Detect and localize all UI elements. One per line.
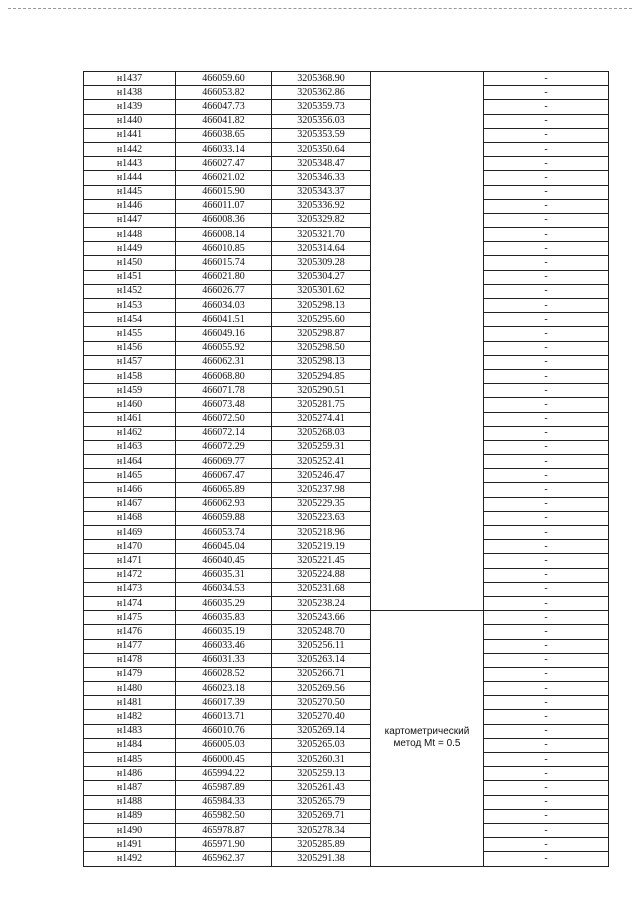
x-coordinate-cell: 466049.16: [176, 327, 272, 341]
x-coordinate-cell: 466068.80: [176, 369, 272, 383]
table-row: [84, 171, 609, 185]
x-coordinate-cell: 466015.74: [176, 256, 272, 270]
y-coordinate-cell: 3205362.86: [272, 86, 371, 100]
point-name-cell: н1467: [84, 497, 176, 511]
table-row: [84, 781, 609, 795]
table-row: [84, 185, 609, 199]
x-coordinate-cell: 466045.04: [176, 540, 272, 554]
extra-cell: -: [484, 426, 609, 440]
y-coordinate-cell: 3205294.85: [272, 369, 371, 383]
x-coordinate-cell: 466071.78: [176, 384, 272, 398]
point-name-cell: н1447: [84, 213, 176, 227]
y-coordinate-cell: 3205238.24: [272, 596, 371, 610]
extra-cell: -: [484, 355, 609, 369]
table-row: [84, 256, 609, 270]
point-name-cell: н1439: [84, 100, 176, 114]
y-coordinate-cell: 3205265.79: [272, 795, 371, 809]
x-coordinate-cell: 466008.14: [176, 228, 272, 242]
point-name-cell: н1452: [84, 284, 176, 298]
table-row: [84, 142, 609, 156]
point-name-cell: н1437: [84, 72, 176, 86]
x-coordinate-cell: 466035.19: [176, 625, 272, 639]
point-name-cell: н1462: [84, 426, 176, 440]
x-coordinate-cell: 466013.71: [176, 710, 272, 724]
extra-cell: -: [484, 270, 609, 284]
extra-cell: -: [484, 596, 609, 610]
extra-cell: -: [484, 313, 609, 327]
y-coordinate-cell: 3205266.71: [272, 667, 371, 681]
y-coordinate-cell: 3205261.43: [272, 781, 371, 795]
y-coordinate-cell: 3205336.92: [272, 199, 371, 213]
x-coordinate-cell: 465984.33: [176, 795, 272, 809]
y-coordinate-cell: 3205359.73: [272, 100, 371, 114]
extra-cell: -: [484, 738, 609, 752]
extra-cell: -: [484, 284, 609, 298]
extra-cell: -: [484, 171, 609, 185]
y-coordinate-cell: 3205248.70: [272, 625, 371, 639]
x-coordinate-cell: 465962.37: [176, 852, 272, 866]
point-name-cell: н1492: [84, 852, 176, 866]
y-coordinate-cell: 3205223.63: [272, 511, 371, 525]
extra-cell: -: [484, 639, 609, 653]
point-name-cell: н1468: [84, 511, 176, 525]
table-row: [84, 426, 609, 440]
table-row: [84, 213, 609, 227]
table-row: [84, 114, 609, 128]
table-row: [84, 412, 609, 426]
extra-cell: -: [484, 341, 609, 355]
table-row: [84, 582, 609, 596]
point-name-cell: н1474: [84, 596, 176, 610]
x-coordinate-cell: 466047.73: [176, 100, 272, 114]
x-coordinate-cell: 466033.14: [176, 142, 272, 156]
y-coordinate-cell: 3205281.75: [272, 398, 371, 412]
x-coordinate-cell: 466062.31: [176, 355, 272, 369]
extra-cell: -: [484, 128, 609, 142]
extra-cell: -: [484, 157, 609, 171]
x-coordinate-cell: 466053.74: [176, 526, 272, 540]
y-coordinate-cell: 3205356.03: [272, 114, 371, 128]
y-coordinate-cell: 3205269.71: [272, 809, 371, 823]
point-name-cell: н1457: [84, 355, 176, 369]
point-name-cell: н1471: [84, 554, 176, 568]
x-coordinate-cell: 466031.33: [176, 653, 272, 667]
extra-cell: -: [484, 242, 609, 256]
x-coordinate-cell: 466026.77: [176, 284, 272, 298]
point-name-cell: н1476: [84, 625, 176, 639]
x-coordinate-cell: 466072.14: [176, 426, 272, 440]
point-name-cell: н1479: [84, 667, 176, 681]
point-name-cell: н1473: [84, 582, 176, 596]
point-name-cell: н1438: [84, 86, 176, 100]
y-coordinate-cell: 3205260.31: [272, 753, 371, 767]
table-row: [84, 682, 609, 696]
y-coordinate-cell: 3205256.11: [272, 639, 371, 653]
y-coordinate-cell: 3205269.14: [272, 724, 371, 738]
table-row: [84, 327, 609, 341]
x-coordinate-cell: 465978.87: [176, 823, 272, 837]
table-row: [84, 128, 609, 142]
point-name-cell: н1464: [84, 455, 176, 469]
x-coordinate-cell: 466028.52: [176, 667, 272, 681]
y-coordinate-cell: 3205309.28: [272, 256, 371, 270]
table-row: [84, 809, 609, 823]
y-coordinate-cell: 3205224.88: [272, 568, 371, 582]
point-name-cell: н1480: [84, 682, 176, 696]
y-coordinate-cell: 3205219.19: [272, 540, 371, 554]
coordinates-table: [83, 71, 609, 867]
table-row: [84, 398, 609, 412]
point-name-cell: н1485: [84, 753, 176, 767]
x-coordinate-cell: 466035.29: [176, 596, 272, 610]
table-row: [84, 157, 609, 171]
point-name-cell: н1475: [84, 611, 176, 625]
point-name-cell: н1448: [84, 228, 176, 242]
point-name-cell: н1491: [84, 838, 176, 852]
x-coordinate-cell: 466040.45: [176, 554, 272, 568]
y-coordinate-cell: 3205259.13: [272, 767, 371, 781]
y-coordinate-cell: 3205301.62: [272, 284, 371, 298]
y-coordinate-cell: 3205218.96: [272, 526, 371, 540]
x-coordinate-cell: 466067.47: [176, 469, 272, 483]
y-coordinate-cell: 3205314.64: [272, 242, 371, 256]
x-coordinate-cell: 466069.77: [176, 455, 272, 469]
extra-cell: -: [484, 809, 609, 823]
x-coordinate-cell: 465971.90: [176, 838, 272, 852]
x-coordinate-cell: 466053.82: [176, 86, 272, 100]
point-name-cell: н1450: [84, 256, 176, 270]
table-row: [84, 72, 609, 86]
point-name-cell: н1441: [84, 128, 176, 142]
method-label-line2: метод Mt = 0.5: [393, 738, 461, 750]
x-coordinate-cell: 466008.36: [176, 213, 272, 227]
extra-cell: -: [484, 398, 609, 412]
x-coordinate-cell: 466035.31: [176, 568, 272, 582]
y-coordinate-cell: 3205298.50: [272, 341, 371, 355]
point-name-cell: н1489: [84, 809, 176, 823]
y-coordinate-cell: 3205252.41: [272, 455, 371, 469]
extra-cell: -: [484, 114, 609, 128]
x-coordinate-cell: 466041.51: [176, 313, 272, 327]
y-coordinate-cell: 3205329.82: [272, 213, 371, 227]
x-coordinate-cell: 466005.03: [176, 738, 272, 752]
x-coordinate-cell: 465994.22: [176, 767, 272, 781]
point-name-cell: н1456: [84, 341, 176, 355]
x-coordinate-cell: 466000.45: [176, 753, 272, 767]
extra-cell: -: [484, 497, 609, 511]
x-coordinate-cell: 466059.60: [176, 72, 272, 86]
extra-cell: -: [484, 526, 609, 540]
point-name-cell: н1466: [84, 483, 176, 497]
extra-cell: -: [484, 142, 609, 156]
extra-cell: -: [484, 384, 609, 398]
y-coordinate-cell: 3205268.03: [272, 426, 371, 440]
method-label-line1: картометрический: [384, 726, 470, 738]
coordinates-table-body: [84, 72, 609, 867]
point-name-cell: н1469: [84, 526, 176, 540]
extra-cell: -: [484, 185, 609, 199]
x-coordinate-cell: 466023.18: [176, 682, 272, 696]
y-coordinate-cell: 3205265.03: [272, 738, 371, 752]
y-coordinate-cell: 3205298.87: [272, 327, 371, 341]
x-coordinate-cell: 466027.47: [176, 157, 272, 171]
x-coordinate-cell: 466059.88: [176, 511, 272, 525]
point-name-cell: н1446: [84, 199, 176, 213]
table-row: [84, 497, 609, 511]
extra-cell: -: [484, 299, 609, 313]
table-row: [84, 710, 609, 724]
table-row: [84, 639, 609, 653]
y-coordinate-cell: 3205270.40: [272, 710, 371, 724]
table-row: [84, 724, 609, 738]
table-row: [84, 299, 609, 313]
y-coordinate-cell: 3205231.68: [272, 582, 371, 596]
x-coordinate-cell: 466062.93: [176, 497, 272, 511]
extra-cell: -: [484, 795, 609, 809]
point-name-cell: н1477: [84, 639, 176, 653]
table-row: [84, 483, 609, 497]
point-name-cell: н1458: [84, 369, 176, 383]
table-row: [84, 667, 609, 681]
point-name-cell: н1488: [84, 795, 176, 809]
extra-cell: -: [484, 369, 609, 383]
extra-cell: -: [484, 483, 609, 497]
extra-cell: -: [484, 440, 609, 454]
x-coordinate-cell: 466010.85: [176, 242, 272, 256]
table-row: [84, 738, 609, 752]
extra-cell: -: [484, 213, 609, 227]
x-coordinate-cell: 466015.90: [176, 185, 272, 199]
x-coordinate-cell: 465987.89: [176, 781, 272, 795]
table-row: [84, 852, 609, 866]
table-row: [84, 469, 609, 483]
table-row: [84, 270, 609, 284]
point-name-cell: н1487: [84, 781, 176, 795]
table-row: [84, 355, 609, 369]
table-row: [84, 100, 609, 114]
x-coordinate-cell: 466073.48: [176, 398, 272, 412]
table-row: [84, 823, 609, 837]
x-coordinate-cell: 466021.02: [176, 171, 272, 185]
y-coordinate-cell: 3205350.64: [272, 142, 371, 156]
x-coordinate-cell: 466034.53: [176, 582, 272, 596]
y-coordinate-cell: 3205298.13: [272, 355, 371, 369]
y-coordinate-cell: 3205295.60: [272, 313, 371, 327]
table-row: [84, 511, 609, 525]
table-row: [84, 199, 609, 213]
extra-cell: -: [484, 781, 609, 795]
y-coordinate-cell: 3205246.47: [272, 469, 371, 483]
extra-cell: -: [484, 100, 609, 114]
point-name-cell: н1465: [84, 469, 176, 483]
y-coordinate-cell: 3205321.70: [272, 228, 371, 242]
x-coordinate-cell: 466017.39: [176, 696, 272, 710]
extra-cell: -: [484, 327, 609, 341]
point-name-cell: н1459: [84, 384, 176, 398]
x-coordinate-cell: 466011.07: [176, 199, 272, 213]
extra-cell: -: [484, 256, 609, 270]
y-coordinate-cell: 3205274.41: [272, 412, 371, 426]
y-coordinate-cell: 3205278.34: [272, 823, 371, 837]
extra-cell: -: [484, 852, 609, 866]
table-row: [84, 696, 609, 710]
point-name-cell: н1463: [84, 440, 176, 454]
point-name-cell: н1481: [84, 696, 176, 710]
point-name-cell: н1455: [84, 327, 176, 341]
point-name-cell: н1486: [84, 767, 176, 781]
y-coordinate-cell: 3205304.27: [272, 270, 371, 284]
extra-cell: -: [484, 823, 609, 837]
table-row: [84, 540, 609, 554]
point-name-cell: н1482: [84, 710, 176, 724]
extra-cell: -: [484, 696, 609, 710]
point-name-cell: н1490: [84, 823, 176, 837]
extra-cell: -: [484, 667, 609, 681]
y-coordinate-cell: 3205237.98: [272, 483, 371, 497]
point-name-cell: н1444: [84, 171, 176, 185]
x-coordinate-cell: 466072.29: [176, 440, 272, 454]
y-coordinate-cell: 3205346.33: [272, 171, 371, 185]
extra-cell: -: [484, 568, 609, 582]
table-row: [84, 838, 609, 852]
y-coordinate-cell: 3205298.13: [272, 299, 371, 313]
point-name-cell: н1472: [84, 568, 176, 582]
extra-cell: -: [484, 625, 609, 639]
point-name-cell: н1445: [84, 185, 176, 199]
method-cell: [371, 611, 484, 866]
y-coordinate-cell: 3205285.89: [272, 838, 371, 852]
x-coordinate-cell: 466038.65: [176, 128, 272, 142]
x-coordinate-cell: 466072.50: [176, 412, 272, 426]
table-row: [84, 753, 609, 767]
y-coordinate-cell: 3205263.14: [272, 653, 371, 667]
extra-cell: -: [484, 582, 609, 596]
extra-cell: -: [484, 511, 609, 525]
x-coordinate-cell: 466010.76: [176, 724, 272, 738]
table-row: [84, 284, 609, 298]
extra-cell: -: [484, 469, 609, 483]
extra-cell: -: [484, 653, 609, 667]
x-coordinate-cell: 466034.03: [176, 299, 272, 313]
point-name-cell: н1470: [84, 540, 176, 554]
y-coordinate-cell: 3205270.50: [272, 696, 371, 710]
page-top-rule: [8, 8, 632, 9]
point-name-cell: н1483: [84, 724, 176, 738]
table-row: [84, 242, 609, 256]
extra-cell: -: [484, 554, 609, 568]
extra-cell: -: [484, 540, 609, 554]
table-row: [84, 341, 609, 355]
table-row: [84, 228, 609, 242]
table-row: [84, 313, 609, 327]
extra-cell: -: [484, 767, 609, 781]
y-coordinate-cell: 3205368.90: [272, 72, 371, 86]
y-coordinate-cell: 3205229.35: [272, 497, 371, 511]
table-row: [84, 653, 609, 667]
extra-cell: -: [484, 710, 609, 724]
extra-cell: -: [484, 611, 609, 625]
table-row: [84, 384, 609, 398]
point-name-cell: н1442: [84, 142, 176, 156]
extra-cell: -: [484, 86, 609, 100]
x-coordinate-cell: 466055.92: [176, 341, 272, 355]
point-name-cell: н1453: [84, 299, 176, 313]
point-name-cell: н1451: [84, 270, 176, 284]
y-coordinate-cell: 3205353.59: [272, 128, 371, 142]
table-row: [84, 767, 609, 781]
extra-cell: -: [484, 228, 609, 242]
y-coordinate-cell: 3205269.56: [272, 682, 371, 696]
x-coordinate-cell: 465982.50: [176, 809, 272, 823]
y-coordinate-cell: 3205243.66: [272, 611, 371, 625]
point-name-cell: н1454: [84, 313, 176, 327]
y-coordinate-cell: 3205348.47: [272, 157, 371, 171]
x-coordinate-cell: 466035.83: [176, 611, 272, 625]
table-row: [84, 625, 609, 639]
table-row: [84, 611, 609, 625]
x-coordinate-cell: 466041.82: [176, 114, 272, 128]
extra-cell: -: [484, 455, 609, 469]
x-coordinate-cell: 466065.89: [176, 483, 272, 497]
y-coordinate-cell: 3205343.37: [272, 185, 371, 199]
point-name-cell: н1440: [84, 114, 176, 128]
extra-cell: -: [484, 682, 609, 696]
y-coordinate-cell: 3205290.51: [272, 384, 371, 398]
extra-cell: -: [484, 412, 609, 426]
y-coordinate-cell: 3205221.45: [272, 554, 371, 568]
point-name-cell: н1461: [84, 412, 176, 426]
x-coordinate-cell: 466033.46: [176, 639, 272, 653]
method-cell-empty: [371, 72, 484, 611]
table-row: [84, 795, 609, 809]
table-row: [84, 86, 609, 100]
y-coordinate-cell: 3205291.38: [272, 852, 371, 866]
extra-cell: -: [484, 72, 609, 86]
point-name-cell: н1443: [84, 157, 176, 171]
table-row: [84, 596, 609, 610]
point-name-cell: н1449: [84, 242, 176, 256]
table-row: [84, 440, 609, 454]
table-row: [84, 455, 609, 469]
extra-cell: -: [484, 199, 609, 213]
table-row: [84, 568, 609, 582]
point-name-cell: н1484: [84, 738, 176, 752]
point-name-cell: н1478: [84, 653, 176, 667]
y-coordinate-cell: 3205259.31: [272, 440, 371, 454]
table-row: [84, 369, 609, 383]
point-name-cell: н1460: [84, 398, 176, 412]
extra-cell: -: [484, 753, 609, 767]
extra-cell: -: [484, 724, 609, 738]
table-row: [84, 526, 609, 540]
extra-cell: -: [484, 838, 609, 852]
table-row: [84, 554, 609, 568]
x-coordinate-cell: 466021.80: [176, 270, 272, 284]
